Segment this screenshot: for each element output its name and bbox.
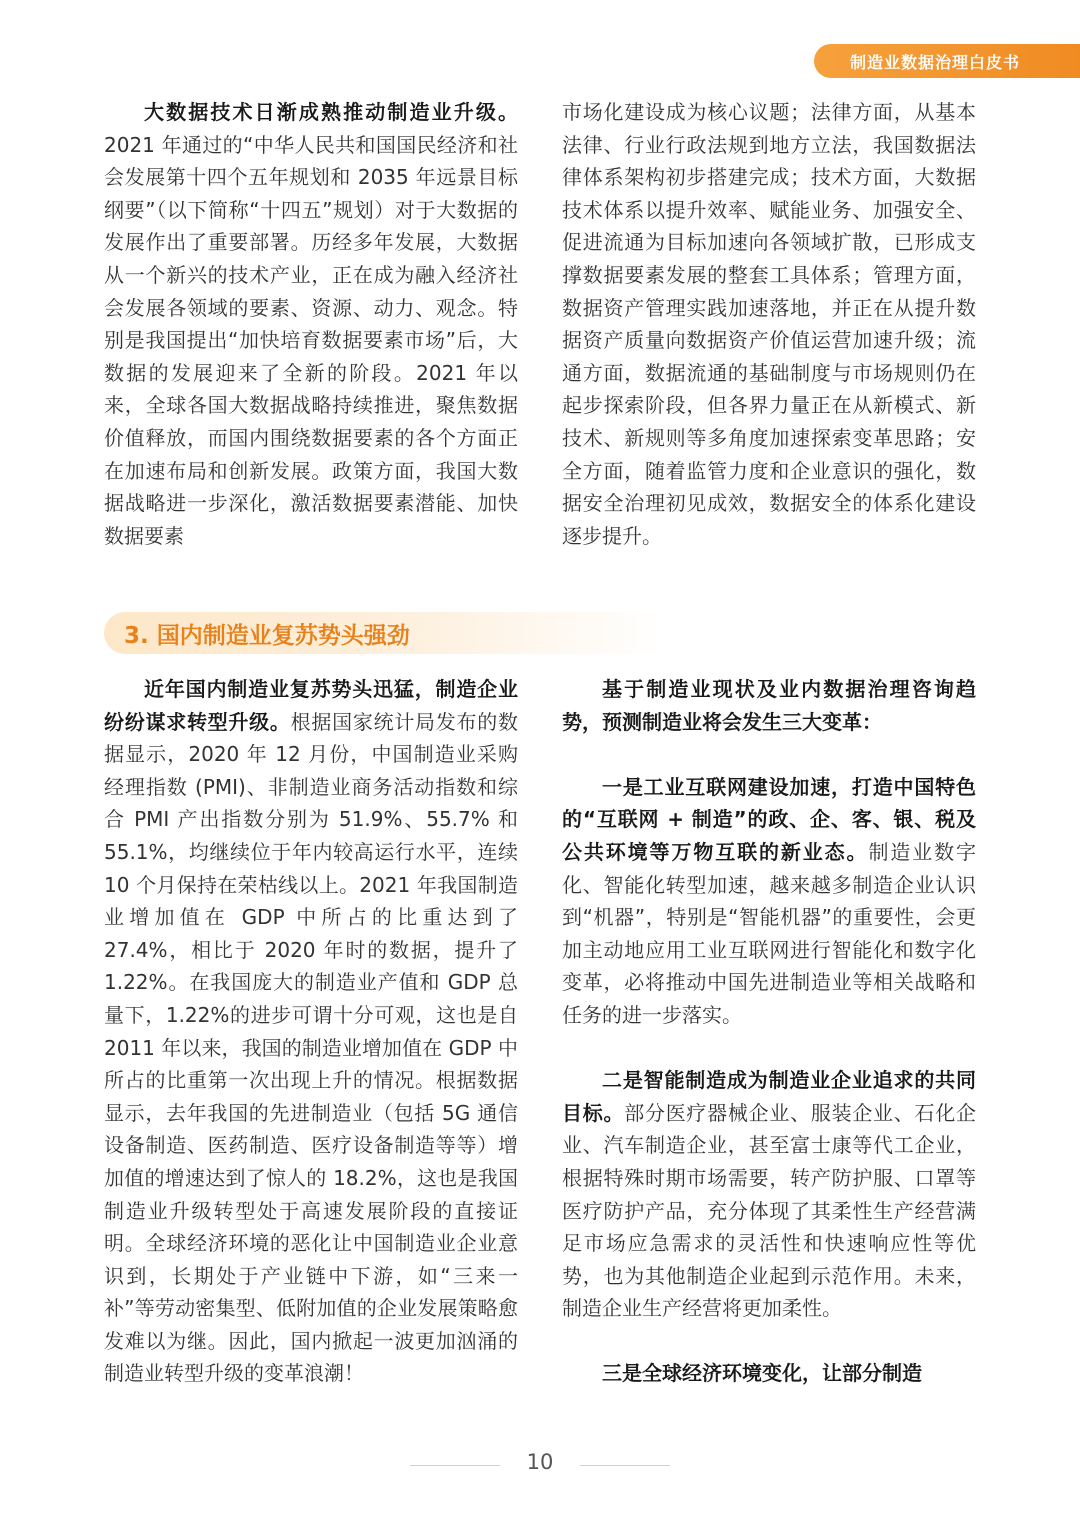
section-heading: [104, 612, 664, 654]
paragraph-continued: 市场化建设成为核心议题；法律方面，从基本法律、行业行政法规到地方立法，我国数据法律体系架构初步搭建完成；技术方面，大数据技术体系以提升效率、赋能业务、加强安全、促进流通为目标加速向各领域扩散，已形成支撑数据要素发展的整套工具体系；管理方面，数据资产管理实践加速落地，并正在从提升数据资产质量向数据资产价值运营加速升级；流通方面，数据流通的基础制度与市场规则仍在起步探索阶段，但各界力量正在从新模式、新技术、新规则等多角度加速探索变革思路；安全方面，随着监管力度和企业意识的强化，数据安全治理初见成效，数据安全的体系化建设逐步提升。: [562, 100, 976, 548]
footer-divider-right: [580, 1465, 670, 1466]
paragraph-lead: 基于制造业现状及业内数据治理咨询趋势，预测制造业将会发生三大变革：: [562, 677, 976, 734]
footer-divider-left: [410, 1465, 500, 1466]
bottom-right-column: [562, 673, 976, 1390]
paragraph-body: 制造业数字化、智能化转型加速，越来越多制造企业认识到“机器”，特别是“智能机器”的重要性，会更加主动地应用工业互联网进行智能化和数字化变革，必将推动中国先进制造业等相关战略和任务的进一步落实。: [562, 839, 977, 1027]
paragraph-intro: [562, 673, 976, 738]
bottom-left-column: [104, 673, 518, 1390]
paragraph-change-one: [562, 771, 976, 1032]
paragraph-big-data: [104, 96, 518, 552]
paragraph-body: 根据国家统计局发布的数据显示，2020 年 12 月份，中国制造业采购经理指数 (PMI)、非制造业商务活动指数和综合 PMI 产出指数分别为 51.9%、55.7% 和 55.1%，均继续位于年内较高运行水平，连续 10 个月保持在荣枯线以上。2021 年我国制造业增加值在 GDP 中所占的比重达到了 27.4%，相比于 2020 年时的数据，提升了 1.22%。在我国庞大的制造业产值和 GDP 总量下，1.22%的进步可谓十分可观，这也是自 2011 年以来，我国的制造业增加值在 GDP 中所占的比重第一次出现上升的情况。根据数据显示，去年我国的先进制造业（包括 5G 通信设备制造、医药制造、医疗设备制造等等）增加值的增速达到了惊人的 18.2%，这也是我国制造业升级转型处于高速发展阶段的直接证明。全球经济环境的恶化让中国制造业企业意识到，长期处于产业链中下游，如“三来一补”等劳动密集型、低附加值的企业发展策略愈发难以为继。因此，国内掀起一波更加汹涌的制造业转型升级的变革浪潮！: [104, 709, 519, 1386]
paragraph-lead: 大数据技术日渐成熟推动制造业升级。: [144, 100, 518, 124]
top-right-column: [562, 96, 976, 552]
paragraph-lead: 二是智能制造成为制造业企业追求的共同目标。: [562, 1068, 976, 1125]
document-header-tab: [814, 44, 1080, 78]
paragraph-body: 2021 年通过的“中华人民共和国国民经济和社会发展第十四个五年规划和 2035 年远景目标纲要”（以下简称“十四五”规划）对于大数据的发展作出了重要部署。历经多年发展，大数据从一个新兴的技术产业，正在成为融入经济社会发展各领域的要素、资源、动力、观念。特别是我国提出“加快培育数据要素市场”后，大数据的发展迎来了全新的阶段。2021 年以来，全球各国大数据战略持续推进，聚焦数据价值释放，而国内围绕数据要素的各个方面正在加速布局和创新发展。政策方面，我国大数据战略进一步深化，激活数据要素潜能、加快数据要素: [104, 132, 518, 548]
paragraph-lead: 一是工业互联网建设加速，打造中国特色的“互联网 + 制造”的政、企、客、银、税及公共环境等万物互联的新业态。: [562, 774, 976, 864]
paragraph-lead: 三是全球经济环境变化，让部分制造: [602, 1361, 922, 1386]
document-title: 制造业数据治理白皮书: [850, 52, 1021, 72]
paragraph-manufacturing-recovery: [104, 673, 518, 1390]
paragraph-lead: 近年国内制造业复苏势头迅猛，制造企业纷纷谋求转型升级。: [104, 677, 518, 734]
top-left-column: [104, 96, 518, 552]
paragraph-body: 部分医疗器械企业、服装企业、石化企业、汽车制造企业，甚至富士康等代工企业，根据特殊时期市场需要，转产防护服、口罩等医疗防护产品，充分体现了其柔性生产经营满足市场应急需求的灵活性和快速响应性等优势，也为其他制造企业起到示范作用。未来，制造企业生产经营将更加柔性。: [562, 1100, 977, 1321]
paragraph-change-three: [562, 1357, 976, 1390]
paragraph-change-two: [562, 1064, 976, 1325]
section-heading-text: 3. 国内制造业复苏势头强劲: [124, 622, 410, 649]
page-number: 10: [526, 1450, 554, 1474]
